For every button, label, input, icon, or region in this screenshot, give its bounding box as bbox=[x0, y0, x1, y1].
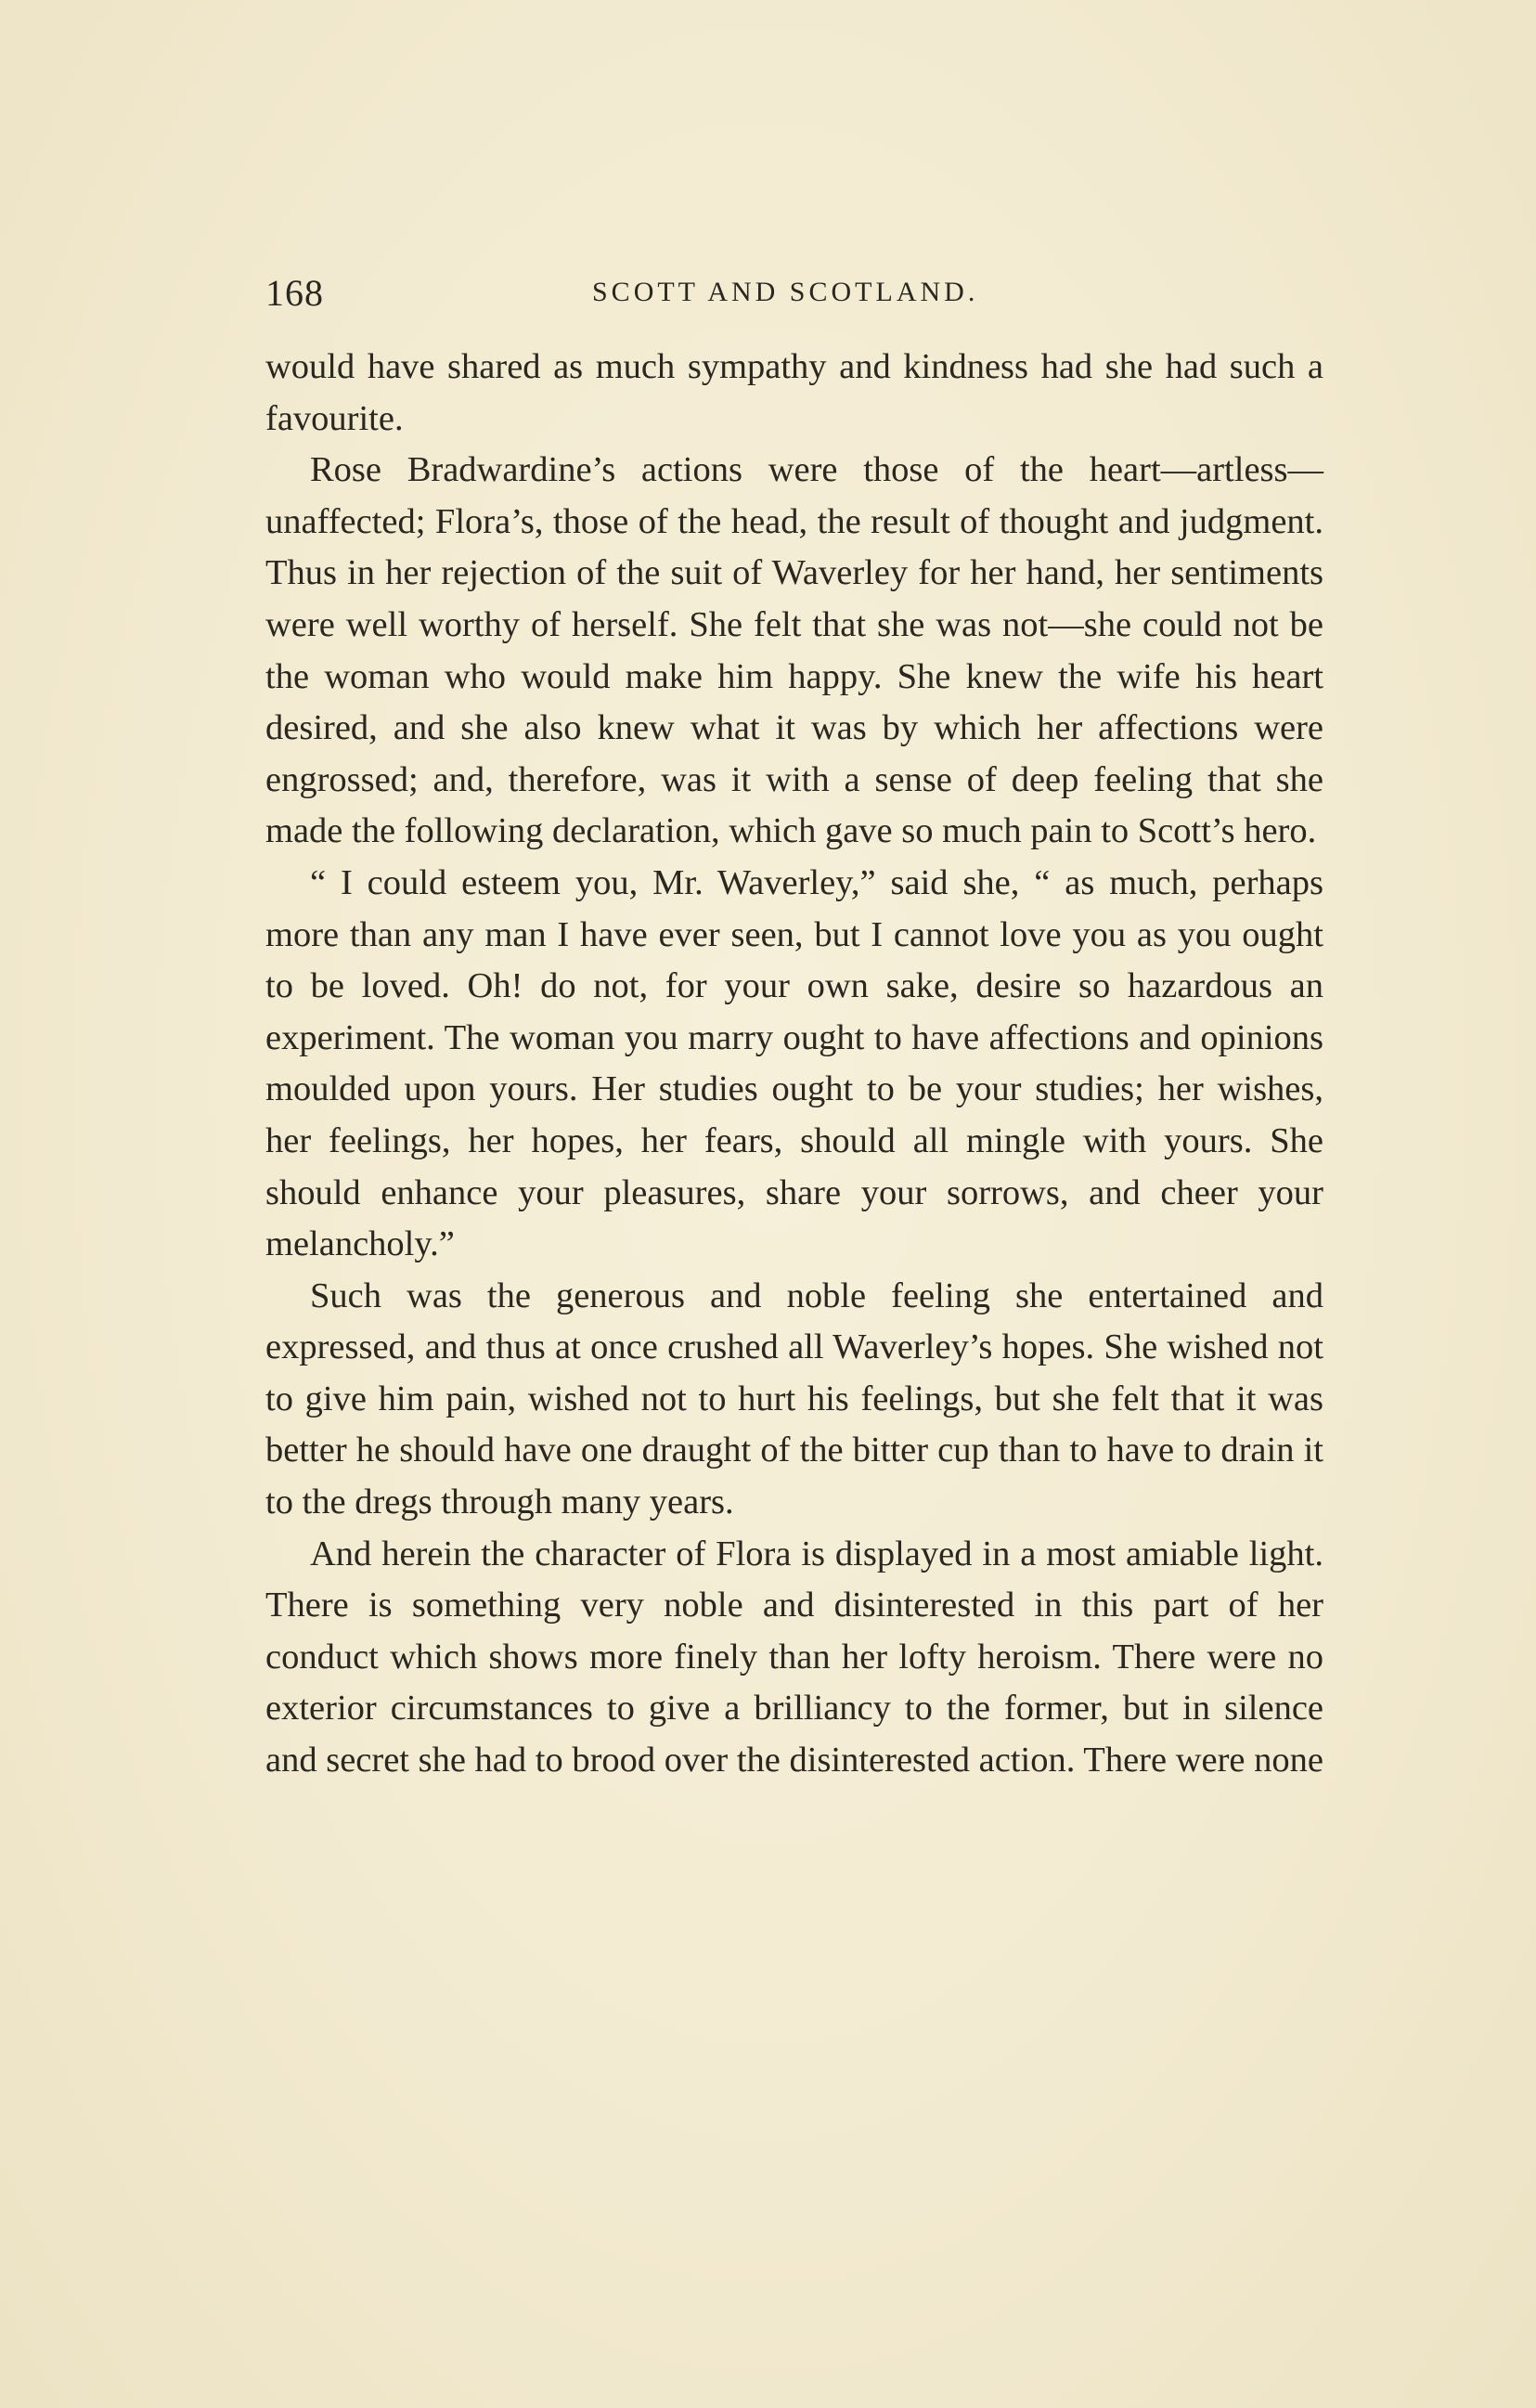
page-number: 168 bbox=[265, 272, 324, 314]
running-head bbox=[265, 271, 1323, 327]
paragraph-rose-and-flora: Rose Bradwardine’s actions were those of the heart—artless—unaffected; Flora’s, those of the head, the result of thought and judgment. Thus in her rejection of the suit of Waverley for her hand, her sentiments were well worthy of herself. She felt that she was not—she could not be the woman who would make him happy. She knew the wife his heart desired, and she also knew what it was by which her affections were engrossed; and, therefore, was it with a sense of deep feeling that she made the following declaration, which gave so much pain to Scott’s hero. bbox=[265, 450, 1323, 851]
body-text bbox=[265, 342, 1323, 1787]
paragraph-flora-character: And herein the character of Flora is displayed in a most amiable light. There is something very noble and disinterested in this part of her conduct which shows more finely than her lofty heroism. There were no exterior circumstances to give a brilliancy to the former, but in silence and secret she had to brood over the disinterested action. There were none bbox=[265, 1534, 1323, 1780]
paragraph-flora-quote: “ I could esteem you, Mr. Waverley,” said she, “ as much, perhaps more than any man I have ever seen, but I cannot love you as you ought to be loved. Oh! do not, for your own sake, desire so hazardous an experiment. The woman you marry ought to have affections and opinions moulded upon yours. Her studies ought to be your studies; her wishes, her feelings, her hopes, her fears, should all mingle with yours. She should enhance your pleasures, share your sorrows, and cheer your melancholy.” bbox=[265, 862, 1323, 1264]
running-title: SCOTT AND SCOTLAND. bbox=[592, 277, 979, 307]
paragraph-continuation: would have shared as much sympathy and kindness had she had such a favourite. bbox=[265, 347, 1323, 438]
paragraph-generous-feeling: Such was the generous and noble feeling she entertained and expressed, and thus at once crushed all Waverley’s hopes. She wished not to give him pain, wished not to hurt his feelings, but she felt that it was better he should have one draught of the bitter cup than to have to drain it to the dregs through many years. bbox=[265, 1275, 1323, 1522]
